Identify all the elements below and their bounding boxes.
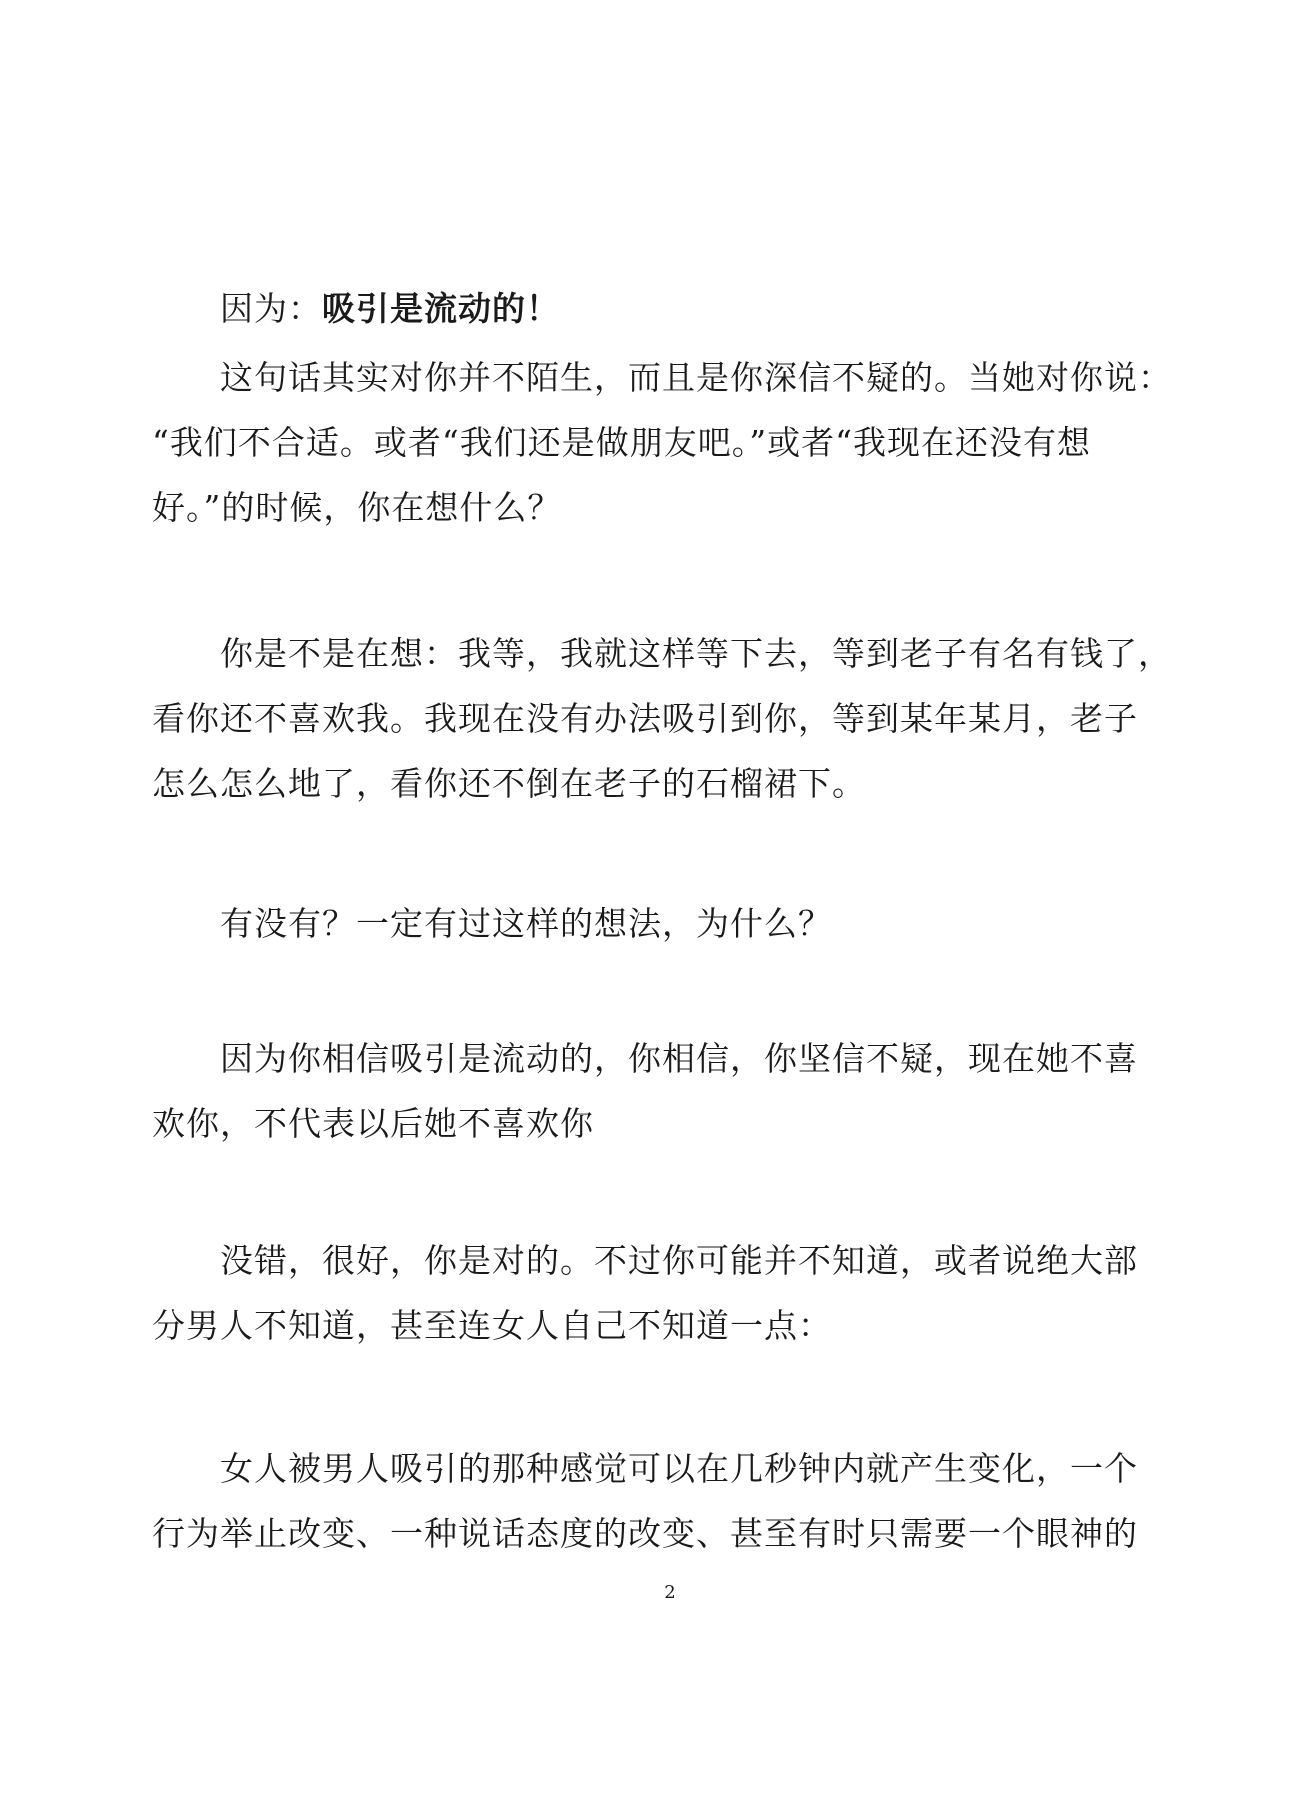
- paragraph-2: [152, 621, 1172, 816]
- paragraph-line: 女人被男人吸引的那种感觉可以在几秒钟内就产生变化，一个: [220, 1449, 1138, 1488]
- paragraph-line: 因为你相信吸引是流动的，你相信，你坚信不疑，现在她不喜: [220, 1039, 1138, 1078]
- page-number: 2: [664, 1582, 676, 1603]
- paragraph-line: 没错，很好，你是对的。不过你可能并不知道，或者说绝大部: [220, 1241, 1138, 1280]
- paragraph-line: 怎么怎么地了，看你还不倒在老子的石榴裙下。: [152, 764, 866, 803]
- paragraph-line: 欢你，不代表以后她不喜欢你: [152, 1104, 594, 1143]
- heading-bold-text: 吸引是流动的！: [322, 289, 560, 328]
- paragraph-6: [152, 1436, 1138, 1566]
- paragraph-5: [152, 1228, 1138, 1358]
- paragraph-1: [152, 345, 1172, 540]
- paragraph-line: 行为举止改变、一种说话态度的改变、甚至有时只需要一个眼神的: [152, 1514, 1138, 1553]
- paragraph-line: 有没有？一定有过这样的想法，为什么？: [220, 904, 832, 943]
- paragraph-line: 看你还不喜欢我。我现在没有办法吸引到你，等到某年某月，老子: [152, 699, 1138, 738]
- paragraph-line: 你是不是在想：我等，我就这样等下去，等到老子有名有钱了，: [220, 634, 1172, 673]
- heading-prefix: 因为：: [220, 289, 322, 328]
- paragraph-4: [152, 1026, 1138, 1156]
- heading-line: [152, 276, 1138, 341]
- paragraph-3: [152, 891, 1138, 956]
- paragraph-line: 好。”的时候，你在想什么？: [152, 488, 562, 527]
- paragraph-line: 这句话其实对你并不陌生，而且是你深信不疑的。当她对你说：: [220, 358, 1172, 397]
- paragraph-line: “我们不合适。或者“我们还是做朋友吧。”或者“我现在还没有想: [152, 423, 1091, 462]
- paragraph-line: 分男人不知道，甚至连女人自己不知道一点：: [152, 1306, 832, 1345]
- heading-paragraph: [152, 276, 1138, 341]
